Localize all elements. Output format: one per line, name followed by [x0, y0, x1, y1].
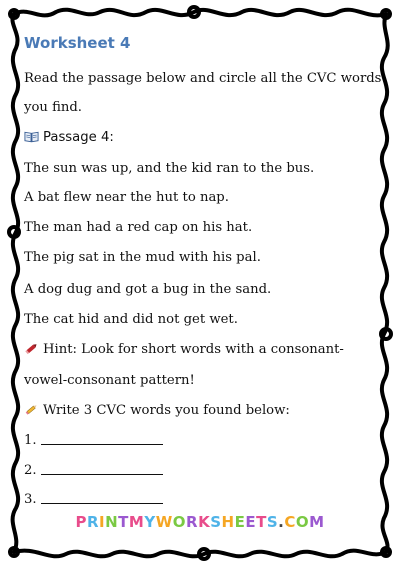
brand-letter: S [210, 513, 222, 531]
brand-letter: C [284, 513, 296, 531]
brand-letter: H [221, 513, 235, 531]
brand-letter: S [266, 513, 279, 531]
brand-letter: N [105, 513, 119, 531]
brand-letter: E [234, 513, 246, 531]
passage-line: The sun was up, and the kid ran to the bus. [24, 161, 315, 176]
passage-heading-row [24, 130, 114, 146]
worksheet-title: Worksheet 4 [24, 34, 131, 52]
answer-number: 3. [24, 492, 37, 507]
answer-line-2[interactable] [24, 463, 163, 479]
write-prompt-row [24, 403, 290, 419]
instruction-line-2: you find. [24, 100, 82, 115]
answer-line-1[interactable] [24, 433, 163, 449]
open-book-icon [24, 130, 39, 143]
write-prompt: Write 3 CVC words you found below: [43, 403, 290, 418]
brand-letter: O [172, 513, 187, 531]
brand-letter: M [128, 513, 145, 531]
answer-blank[interactable] [41, 464, 163, 475]
hint-line-2: vowel-consonant pattern! [24, 373, 195, 388]
brand-letter: O [295, 513, 310, 531]
answer-blank[interactable] [41, 434, 163, 445]
answer-blank[interactable] [41, 493, 163, 504]
brand-letter: K [198, 513, 211, 531]
brand-letter: P [75, 513, 87, 531]
instruction-line-1: Read the passage below and circle all the CVC words [24, 71, 382, 86]
brand-letter: E [245, 513, 257, 531]
answer-line-3[interactable] [24, 492, 163, 508]
brand-letter: R [86, 513, 99, 531]
pencil-icon [24, 403, 39, 416]
brand-letter: . [278, 513, 285, 531]
passage-line: The cat hid and did not get wet. [24, 312, 238, 327]
brand-letter: T [118, 513, 129, 531]
answer-number: 2. [24, 463, 37, 478]
crayon-icon [24, 342, 39, 355]
brand-logo [0, 513, 400, 531]
brand-letter: R [186, 513, 199, 531]
brand-letter: M [309, 513, 325, 531]
brand-letter: T [256, 513, 267, 531]
passage-line: A bat flew near the hut to nap. [24, 190, 229, 205]
hint-row [24, 342, 344, 358]
brand-letter: Y [144, 513, 156, 531]
passage-heading: Passage 4: [43, 130, 114, 145]
passage-line: The man had a red cap on his hat. [24, 220, 253, 235]
brand-letter: I [99, 513, 106, 531]
answer-number: 1. [24, 433, 37, 448]
passage-line: The pig sat in the mud with his pal. [24, 250, 261, 265]
hint-line-1: Hint: Look for short words with a consonant- [43, 342, 344, 357]
brand-letter: W [155, 513, 173, 531]
passage-line: A dog dug and got a bug in the sand. [24, 282, 272, 297]
